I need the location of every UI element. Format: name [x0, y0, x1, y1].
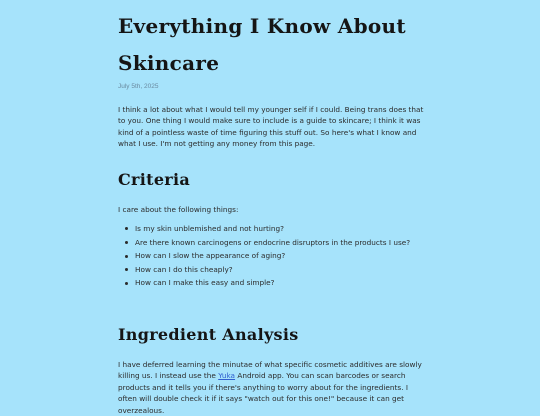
ingredient-text-end: Android app. You can scan barcodes or search products and it tells you if there's anything to worry about for the ingredients. I often will double check it if it says "watch out for this one!" because it can get overzealous. — [118, 371, 408, 415]
yuka-link[interactable]: Yuka — [218, 371, 236, 381]
ingredient-heading: Ingredient Analysis — [118, 325, 299, 344]
intro-paragraph: I think a lot about what I would tell my younger self if I could. Being trans does that to you. One thing I would make sure to include is a guide to skincare; I think it was kind of a pointless waste of time figuring this stuff out. So here's what I know and what I use. I'm not getting any money from this page. — [118, 105, 424, 149]
criteria-item: How can I make this easy and simple? — [135, 276, 424, 290]
criteria-list — [118, 222, 424, 290]
criteria-item: How can I do this cheaply? — [135, 263, 424, 277]
ingredient-text-start: I have deferred learning the minutae of what specific cosmetic additives are slowly killing us. I instead use the — [118, 360, 422, 381]
ingredient-paragraph — [118, 359, 424, 416]
criteria-item: How can I slow the appearance of aging? — [135, 249, 424, 263]
post-date: July 5th, 2025 — [118, 83, 159, 90]
criteria-item: Are there known carcinogens or endocrine disruptors in the products I use? — [135, 236, 424, 250]
criteria-item: Is my skin unblemished and not hurting? — [135, 222, 424, 236]
page-title: Everything I Know About Skincare — [118, 14, 406, 75]
article — [118, 0, 424, 416]
criteria-lead: I care about the following things: — [118, 204, 239, 214]
criteria-heading: Criteria — [118, 169, 191, 189]
